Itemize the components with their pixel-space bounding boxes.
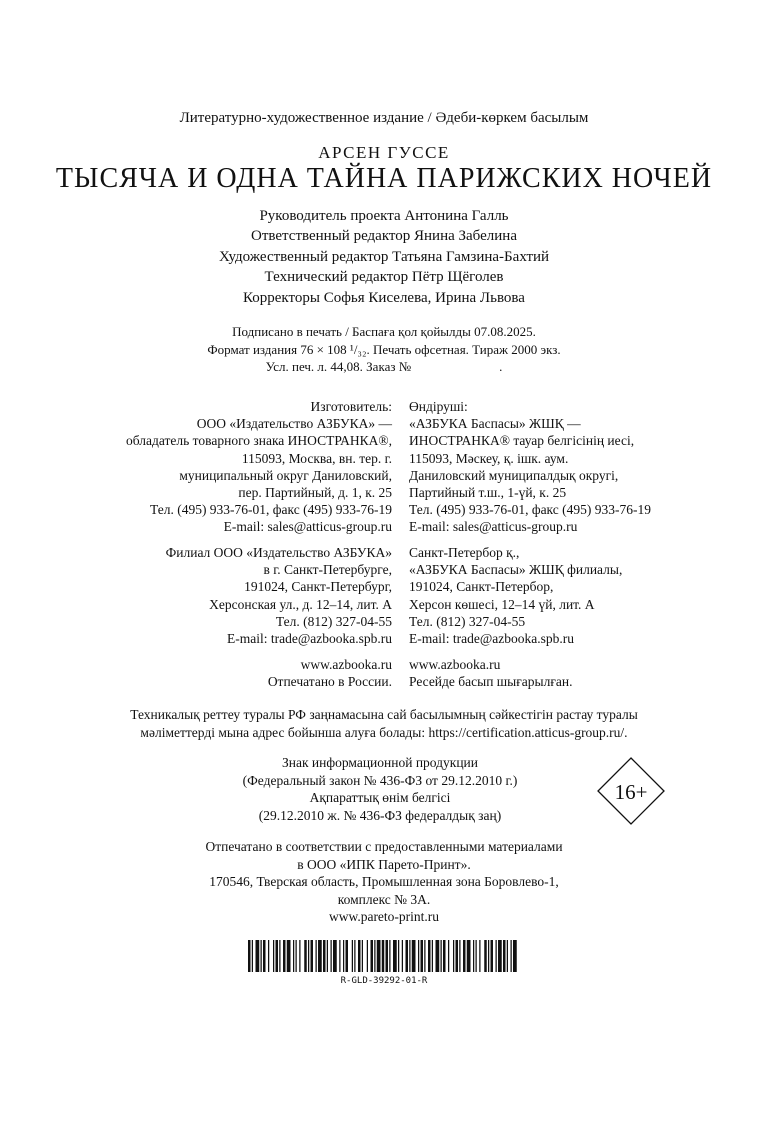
info-sign-line: Ақпараттық өнім белгісі [309, 790, 451, 805]
barcode-bar [432, 940, 433, 972]
barcode-bar [371, 940, 374, 972]
barcode-bar [418, 940, 419, 972]
printer-line: комплекс № 3А. [337, 891, 431, 907]
barcode-bar [354, 940, 355, 972]
notice-line: Техникалық реттеу туралы РФ заңнамасына сай басылымның сәйкестігін растау туралы [130, 707, 638, 722]
book-author: АРСЕН ГУССЕ [318, 143, 450, 162]
branch-ru-line: Филиал ООО «Издательство АЗБУКА» [165, 545, 392, 560]
printer-line: 170546, Тверская область, Промышленная зона Боровлево-1, [209, 874, 559, 889]
manufacturer-kz-line: ИНОСТРАНКА® тауар белгісінің иесі, [409, 433, 635, 449]
barcode-bar [484, 940, 487, 972]
barcode-bar [479, 940, 480, 972]
credit-art-editor: Художественный редактор Татьяна Гамзина-Бахтий [218, 248, 550, 265]
printer-line: Отпечатано в соответствии с предоставленными материалами [205, 839, 563, 854]
branch-ru-line: Тел. (812) 327-04-55 [275, 613, 392, 629]
barcode-bar [421, 940, 424, 972]
barcode-bar [273, 940, 274, 972]
printed-in-russia-kz: Ресейде басып шығарылған. [409, 674, 573, 690]
manufacturer-ru-line: Тел. (495) 933-76-01, факс (495) 933-76-19 [149, 502, 392, 518]
barcode [248, 940, 518, 972]
barcode-bar [448, 940, 449, 972]
barcode-bar [339, 940, 340, 972]
barcode-bar [386, 940, 389, 972]
branch-ru-line: Херсонская ул., д. 12–14, лит. А [209, 596, 392, 612]
printer-website: www.pareto-print.ru [328, 909, 440, 924]
barcode-bar [507, 940, 508, 972]
barcode-bar [308, 940, 309, 972]
print-info [0, 323, 768, 376]
manufacturer-ru-line: ООО «Издательство АЗБУКА» — [196, 416, 392, 432]
printer-line: в ООО «ИПК Парето-Принт». [297, 856, 471, 872]
barcode-bar [463, 940, 466, 972]
barcode-bar [453, 940, 454, 972]
manufacturer-kz-line: Даниловский муниципалдық округі, [409, 467, 619, 483]
info-sign-line: Знак информационной продукции [281, 755, 479, 770]
credit-managing-editor: Ответственный редактор Янина Забелина [251, 228, 517, 245]
barcode-bar [377, 940, 381, 972]
barcode-bar [488, 940, 489, 972]
info-sign-line: (Федеральный закон № 436-ФЗ от 29.12.2010 г.) [242, 772, 518, 788]
website-link: www.azbooka.ru [300, 657, 392, 672]
barcode-bar [323, 940, 326, 972]
barcode-bar [498, 940, 502, 972]
barcode-bar [316, 940, 317, 972]
age-rating-badge [597, 757, 665, 825]
barcode-code: R-GLD-39292-01-R [340, 976, 428, 986]
barcode-bar [248, 940, 251, 972]
barcode-bar [374, 940, 375, 972]
barcode-bar [443, 940, 446, 972]
printer-info [0, 838, 768, 926]
barcode-bar [441, 940, 442, 972]
barcode-bar [406, 940, 409, 972]
branch-kz-line: E-mail: trade@azbooka.spb.ru [409, 631, 574, 647]
signed-to-print: Подписано в печать / Баспаға қол қойылды 07.08.2025. [232, 324, 536, 339]
barcode-bar [343, 940, 344, 972]
manufacturer-kz-line: «АЗБУКА Баспасы» ЖШҚ — [409, 416, 581, 432]
edition-kind: Литературно-художественное издание / Әдеби-көркем басылым [179, 110, 589, 126]
order-prefix: Усл. печ. л. 44,08. Заказ № [265, 359, 412, 374]
barcode-bar [299, 940, 300, 972]
manufacturer-ru-line: пер. Партийный, д. 1, к. 25 [238, 485, 392, 501]
manufacturer-ru-line: муниципальный округ Даниловский, [179, 467, 392, 483]
barcode-bar [513, 940, 517, 972]
barcode-bar [333, 940, 337, 972]
age-rating-diamond-icon [597, 757, 665, 825]
manufacturer-kz-line: 115093, Мәскеу, қ. ішк. аум. [409, 450, 569, 466]
staff-credits [0, 206, 768, 308]
credit-technical-editor: Технический редактор Пётр Щёголев [264, 269, 504, 286]
manufacturer-ru-line: E-mail: sales@atticus-group.ru [223, 519, 392, 535]
manufacturer-kz [409, 398, 651, 536]
credit-project-lead: Руководитель проекта Антонина Галль [259, 208, 509, 224]
branch-kz-line: 191024, Санкт-Петербор, [409, 579, 554, 595]
barcode-bar [456, 940, 459, 972]
manufacturer-ru-line: обладатель товарного знака ИНОСТРАНКА®, [126, 433, 392, 449]
barcode-bar [346, 940, 349, 972]
manufacturer-ru-line: Изготовитель: [310, 399, 392, 414]
barcode-bar [398, 940, 399, 972]
manufacturer-kz-line: Өндіруші: [409, 399, 468, 414]
branch-ru-line: 191024, Санкт-Петербург, [244, 579, 392, 595]
notice-line: мәліметтерді мына адрес бойынша алуға болады: https://certification.atticus-group.ru/. [140, 724, 628, 740]
order-line [0, 358, 768, 376]
website-link: www.azbooka.ru [409, 657, 501, 672]
branch-kz [409, 544, 622, 647]
age-rating-label: 16+ [614, 780, 648, 804]
barcode-bar [293, 940, 294, 972]
branch-kz-line: Санкт-Петербор қ., [409, 545, 520, 560]
branch-kz-line: Херсон көшесі, 12–14 үй, лит. А [409, 596, 595, 612]
barcode-bar [256, 940, 260, 972]
barcode-bar [261, 940, 262, 972]
info-sign-text [230, 754, 530, 824]
barcode-icon [248, 940, 518, 972]
barcode-bar [283, 940, 286, 972]
website-kz [409, 656, 572, 690]
barcode-bar [476, 940, 477, 972]
barcode-bar [279, 940, 280, 972]
branch-kz-line: «АЗБУКА Баспасы» ЖШҚ филиалы, [409, 562, 623, 578]
barcode-bar [352, 940, 353, 972]
barcode-bar [409, 940, 410, 972]
barcode-bar [496, 940, 497, 972]
printed-in-russia: Отпечатано в России. [267, 674, 392, 690]
manufacturer-ru-line: 115093, Москва, вн. тер. г. [241, 450, 392, 466]
branch-ru-line: в г. Санкт-Петербурге, [263, 562, 392, 578]
barcode-bar [473, 940, 474, 972]
barcode-bar [393, 940, 397, 972]
barcode-bar [428, 940, 431, 972]
barcode-bar [402, 940, 403, 972]
barcode-bar [268, 940, 269, 972]
manufacturer-kz-line: Партийный т.ш., 1-үй, к. 25 [409, 485, 567, 501]
branch-kz-line: Тел. (812) 327-04-55 [409, 613, 526, 629]
barcode-bar [491, 940, 494, 972]
info-sign-line: (29.12.2010 ж. № 436-ФЗ федералдық заң) [258, 807, 502, 823]
barcode-bar [327, 940, 328, 972]
barcode-bar [389, 940, 390, 972]
branch-ru [166, 544, 392, 647]
barcode-bar [467, 940, 471, 972]
credit-proofreaders: Корректоры Софья Киселева, Ирина Львова [243, 289, 525, 306]
barcode-bar [436, 940, 440, 972]
technical-regulation-notice [0, 706, 768, 741]
barcode-bar [503, 940, 506, 972]
barcode-bar [252, 940, 253, 972]
book-title: ТЫСЯЧА И ОДНА ТАЙНА ПАРИЖСКИХ НОЧЕЙ [55, 163, 713, 194]
manufacturer-kz-line: Тел. (495) 933-76-01, факс (495) 933-76-19 [409, 502, 652, 518]
barcode-bar [367, 940, 368, 972]
barcode-bar [331, 940, 332, 972]
barcode-bar [287, 940, 291, 972]
barcode-bar [304, 940, 307, 972]
barcode-bar [412, 940, 416, 972]
branch-ru-line: E-mail: trade@azbooka.spb.ru [227, 631, 392, 647]
manufacturer-ru [126, 398, 392, 536]
barcode-bar [358, 940, 361, 972]
edition-format: Формат издания 76 × 108 ¹/₃₂. Печать офсетная. Тираж 2000 экз. [207, 341, 561, 357]
barcode-bar [296, 940, 297, 972]
barcode-bar [511, 940, 512, 972]
barcode-bar [276, 940, 279, 972]
barcode-bar [424, 940, 425, 972]
order-suffix: . [499, 359, 503, 374]
manufacturer-kz-line: E-mail: sales@atticus-group.ru [409, 519, 578, 535]
website-ru [268, 656, 392, 690]
barcode-bar [263, 940, 266, 972]
barcode-bar [311, 940, 314, 972]
barcode-bar [362, 940, 363, 972]
barcode-bar [382, 940, 385, 972]
barcode-bar [459, 940, 460, 972]
barcode-bar [318, 940, 322, 972]
